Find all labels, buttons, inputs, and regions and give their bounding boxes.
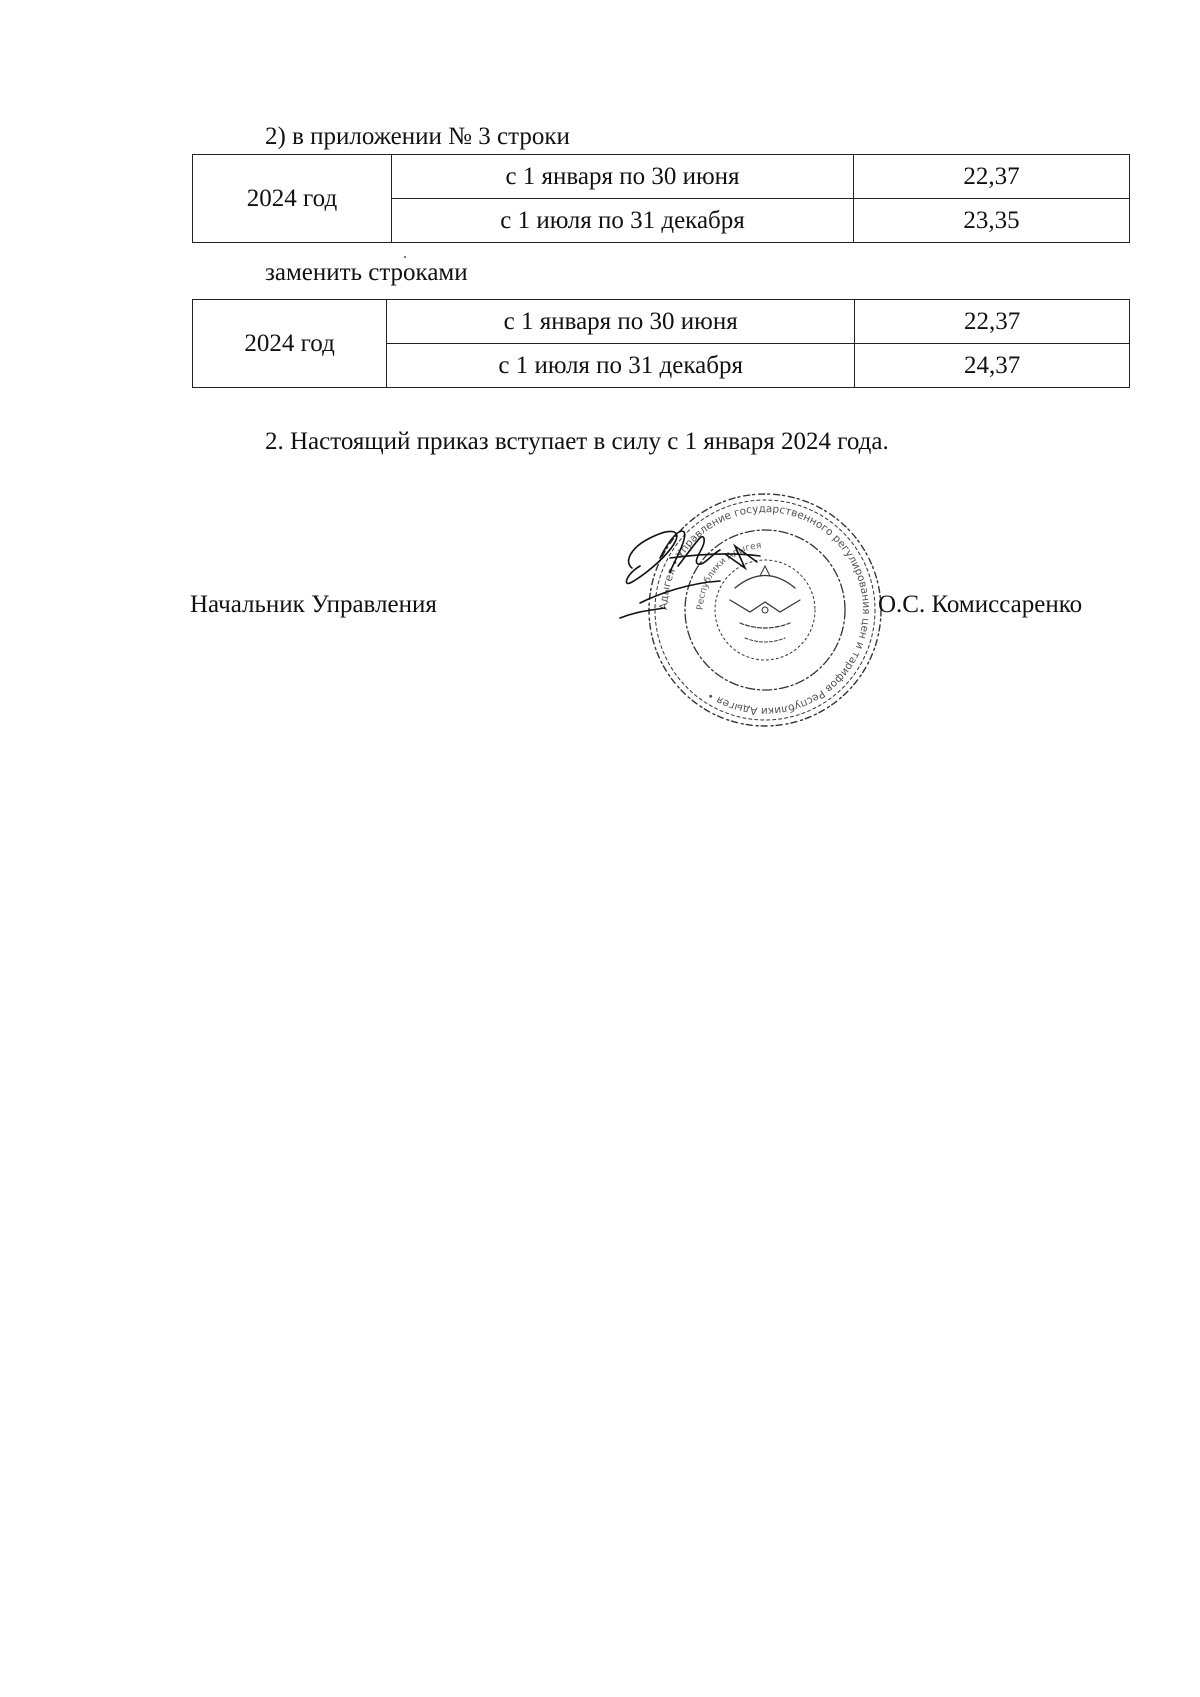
table-row xyxy=(193,300,1130,344)
period-cell: с 1 января по 30 июня xyxy=(387,300,855,344)
seal-outer-text: Адыгея • Управление государственного регулирования цен и тарифов Республики Адыгея • xyxy=(657,502,873,718)
period-cell: с 1 июля по 31 декабря xyxy=(392,199,854,243)
value-cell: 23,35 xyxy=(854,199,1130,243)
signature-name: О.С. Комиссаренко xyxy=(878,591,1083,618)
period-cell: с 1 января по 30 июня xyxy=(392,155,854,199)
table-row xyxy=(193,155,1130,199)
value-cell: 24,37 xyxy=(855,344,1130,388)
svg-text:Адыгея • Управление государств xyxy=(658,503,872,717)
signature-position: Начальник Управления xyxy=(190,591,437,618)
table-new-rows xyxy=(192,299,1130,388)
value-cell: 22,37 xyxy=(854,155,1130,199)
intro-line: 2) в приложении № 3 строки xyxy=(265,123,570,150)
clause-2: 2. Настоящий приказ вступает в силу с 1 января 2024 года. xyxy=(265,428,889,455)
seal-inner-text: Республики Адыгея xyxy=(695,541,762,611)
year-cell: 2024 год xyxy=(193,155,392,243)
official-seal-icon xyxy=(600,488,900,733)
period-cell: с 1 июля по 31 декабря xyxy=(387,344,855,388)
value-cell: 22,37 xyxy=(855,300,1130,344)
replace-line: заменить строками xyxy=(265,259,468,286)
table-old-rows xyxy=(192,154,1130,243)
year-cell: 2024 год xyxy=(193,300,387,388)
